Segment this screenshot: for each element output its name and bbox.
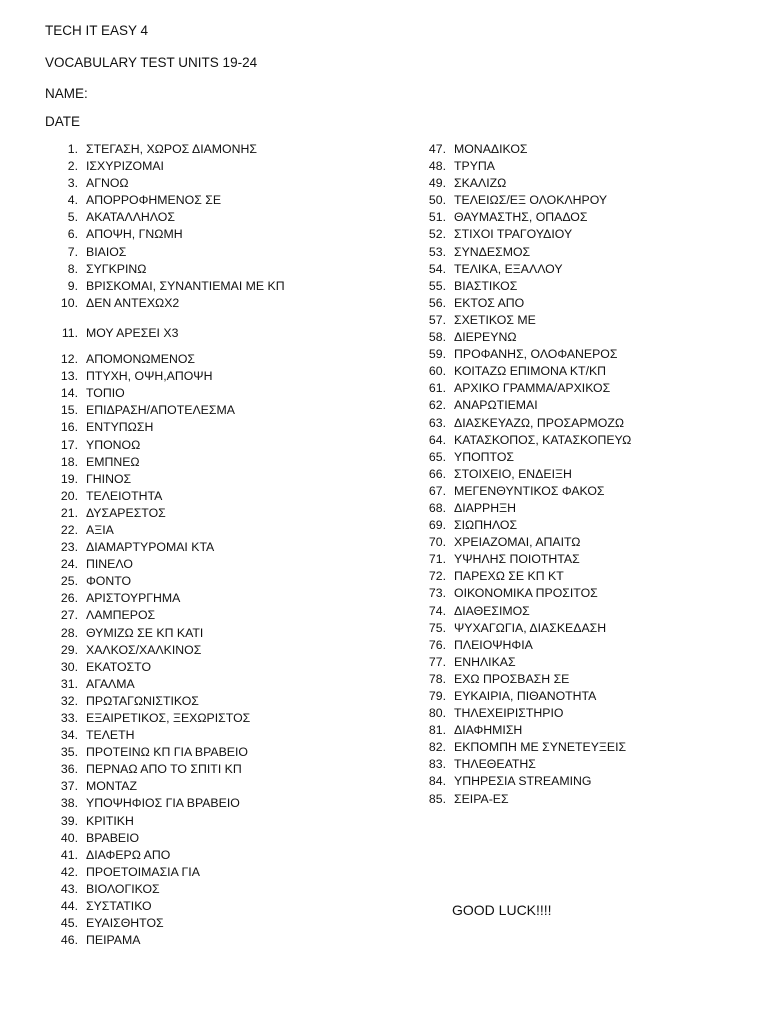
- item-number: 14.: [60, 386, 78, 401]
- item-number: 38.: [60, 796, 78, 811]
- item-number: 18.: [60, 454, 78, 469]
- item-number: 13.: [60, 369, 78, 384]
- item-number: 40.: [60, 830, 78, 845]
- item-text: ΕΜΠΝΕΩ: [86, 454, 140, 469]
- item-text: ΕΚΑΤΟΣΤΟ: [86, 659, 152, 674]
- item-number: 15.: [60, 403, 78, 418]
- item-number: 49.: [428, 176, 446, 191]
- item-number: 56.: [428, 295, 446, 310]
- item-text: ΑΞΙΑ: [86, 522, 114, 537]
- item-text: ΒΙΑΣΤΙΚΟΣ: [454, 278, 518, 293]
- item-text: ΠΛΕΙΟΨΗΦΙΑ: [454, 637, 533, 652]
- item-text: ΣΥΣΤΑΤΙΚΟ: [86, 899, 152, 914]
- item-number: 29.: [60, 642, 78, 657]
- item-text: ΕΚΤΟΣ ΑΠΟ: [454, 295, 525, 310]
- item-number: 20.: [60, 488, 78, 503]
- item-text: ΕΧΩ ΠΡΟΣΒΑΣΗ ΣΕ: [454, 671, 570, 686]
- item-number: 12.: [60, 352, 78, 367]
- item-number: 4.: [67, 193, 78, 208]
- name-label: NAME:: [45, 86, 88, 101]
- item-number: 28.: [60, 625, 78, 640]
- item-number: 44.: [60, 899, 78, 914]
- item-text: ΦΟΝΤΟ: [86, 574, 132, 589]
- item-text: ΕΥΚΑΙΡΙΑ, ΠΙΘΑΝΟΤΗΤΑ: [454, 689, 597, 703]
- item-number: 78.: [428, 671, 446, 686]
- item-number: 63.: [428, 415, 446, 430]
- item-text: ΣΚΑΛΙΖΩ: [454, 176, 507, 191]
- item-text: ΑΠΟΡΡΟΦΗΜΕΝΟΣ ΣΕ: [86, 193, 222, 208]
- item-number: 61.: [428, 381, 446, 396]
- item-text: ΥΠΟΠΤΟΣ: [454, 449, 514, 464]
- item-number: 45.: [60, 916, 78, 931]
- item-text: ΤΕΛΕΤΗ: [86, 728, 135, 743]
- item-text: ΚΟΙΤΑΖΩ ΕΠΙΜΟΝΑ ΚΤ/ΚΠ: [454, 364, 607, 379]
- document-title: TECH IT EASY 4: [45, 23, 149, 38]
- item-number: 83.: [428, 757, 446, 772]
- item-text: ΣΥΝΔΕΣΜΟΣ: [454, 244, 531, 259]
- item-text: ΨΥΧΑΓΩΓΙΑ, ΔΙΑΣΚΕΔΑΣΗ: [454, 620, 607, 635]
- item-number: 82.: [428, 740, 446, 755]
- item-number: 48.: [428, 159, 446, 174]
- item-number: 55.: [428, 278, 446, 293]
- item-number: 62.: [428, 398, 446, 413]
- item-number: 34.: [60, 728, 78, 743]
- item-text: ΑΡΧΙΚΟ ΓΡΑΜΜΑ/ΑΡΧΙΚΟΣ: [454, 381, 611, 396]
- document-subtitle: VOCABULARY TEST UNITS 19-24: [45, 55, 258, 70]
- item-text: ΠΑΡΕΧΩ ΣΕ ΚΠ ΚΤ: [454, 569, 564, 584]
- item-text: ΤΟΠΙΟ: [86, 386, 125, 401]
- item-text: ΤΗΛΕΘΕΑΤΗΣ: [454, 757, 536, 772]
- item-text: ΑΝΑΡΩΤΙΕΜΑΙ: [454, 398, 538, 413]
- item-number: 19.: [60, 471, 78, 486]
- item-text: ΘΥΜΙΖΩ ΣΕ ΚΠ ΚΑΤΙ: [86, 625, 204, 640]
- item-number: 74.: [428, 603, 446, 618]
- item-number: 32.: [60, 693, 78, 708]
- item-text: ΔΙΑΣΚΕΥΑΖΩ, ΠΡΟΣΑΡΜΟΖΩ: [454, 415, 625, 430]
- item-text: ΔΙΕΡΕΥΝΩ: [454, 330, 517, 345]
- item-text: ΑΚΑΤΑΛΛΗΛΟΣ: [86, 210, 175, 225]
- item-number: 9.: [67, 278, 78, 293]
- item-number: 54.: [428, 261, 446, 276]
- item-number: 70.: [428, 535, 446, 550]
- date-label: DATE: [45, 114, 81, 129]
- item-number: 59.: [428, 347, 446, 362]
- item-text: ΒΙΟΛΟΓΙΚΟΣ: [86, 881, 160, 896]
- item-number: 79.: [428, 689, 446, 703]
- item-number: 7.: [67, 244, 78, 259]
- item-number: 43.: [60, 881, 78, 896]
- item-text: ΠΤΥΧΗ, ΟΨΗ,ΑΠΟΨΗ: [86, 369, 213, 384]
- item-number: 42.: [60, 864, 78, 879]
- item-text: ΕΠΙΔΡΑΣΗ/ΑΠΟΤΕΛΕΣΜΑ: [86, 403, 235, 418]
- item-text: ΤΕΛΕΙΟΤΗΤΑ: [86, 488, 163, 503]
- item-number: 1.: [67, 142, 78, 156]
- item-number: 68.: [428, 500, 446, 515]
- item-text: ΣΧΕΤΙΚΟΣ ΜΕ: [454, 312, 536, 327]
- item-number: 80.: [428, 706, 446, 721]
- item-text: ΤΕΛΕΙΩΣ/ΕΞ ΟΛΟΚΛΗΡΟΥ: [454, 193, 608, 208]
- item-text: ΧΑΛΚΟΣ/ΧΑΛΚΙΝΟΣ: [86, 642, 202, 657]
- item-text: ΘΑΥΜΑΣΤΗΣ, ΟΠΑΔΟΣ: [454, 210, 588, 225]
- item-text: ΔΕΝ ΑΝΤΕΧΩX2: [86, 295, 180, 310]
- item-number: 22.: [60, 522, 78, 537]
- item-number: 37.: [60, 779, 78, 794]
- item-text: ΥΨΗΛΗΣ ΠΟΙΟΤΗΤΑΣ: [454, 552, 580, 567]
- item-text: ΧΡΕΙΑΖΟΜΑΙ, ΑΠΑΙΤΩ: [454, 535, 581, 550]
- item-text: ΣΕΙΡΑ-ΕΣ: [454, 791, 509, 806]
- item-number: 75.: [428, 620, 446, 635]
- item-number: 6.: [67, 227, 78, 242]
- item-number: 39.: [60, 813, 78, 828]
- item-number: 24.: [60, 557, 78, 572]
- item-text: ΑΠΟΜΟΝΩΜΕΝΟΣ: [86, 352, 196, 367]
- item-text: ΥΠΟΝΟΩ: [86, 437, 141, 452]
- item-number: 64.: [428, 432, 446, 447]
- item-text: ΑΓΑΛΜΑ: [86, 676, 135, 691]
- item-number: 41.: [60, 847, 78, 862]
- item-text: ΠΡΟΕΤΟΙΜΑΣΙΑ ΓΙΑ: [86, 864, 200, 879]
- item-text: ΜΟΥ ΑΡΕΣΕΙ X3: [86, 325, 179, 340]
- item-text: ΓΗΙΝΟΣ: [86, 471, 132, 486]
- item-number: 30.: [60, 659, 78, 674]
- item-text: ΥΠΟΨΗΦΙΟΣ ΓΙΑ ΒΡΑΒΕΙΟ: [86, 796, 240, 811]
- item-number: 60.: [428, 364, 446, 379]
- item-number: 17.: [60, 437, 78, 452]
- item-text: ΚΑΤΑΣΚΟΠΟΣ, ΚΑΤΑΣΚΟΠΕΥΩ: [454, 432, 632, 447]
- item-text: ΟΙΚΟΝΟΜΙΚΑ ΠΡΟΣΙΤΟΣ: [454, 586, 598, 601]
- item-number: 35.: [60, 745, 78, 760]
- item-text: ΥΠΗΡΕΣΙΑ STREAMING: [454, 774, 592, 789]
- item-number: 3.: [67, 176, 78, 191]
- item-number: 46.: [60, 933, 78, 948]
- item-text: ΒΡΙΣΚΟΜΑΙ, ΣΥΝΑΝΤΙΕΜΑΙ ΜΕ ΚΠ: [86, 278, 285, 293]
- item-text: ΕΥΑΙΣΘΗΤΟΣ: [86, 916, 164, 931]
- item-text: ΑΠΟΨΗ, ΓΝΩΜΗ: [86, 227, 183, 242]
- item-number: 27.: [60, 608, 78, 623]
- item-number: 47.: [428, 142, 446, 156]
- item-number: 66.: [428, 466, 446, 481]
- item-text: ΠΕΡΝΑΩ ΑΠΟ ΤΟ ΣΠΙΤΙ ΚΠ: [86, 762, 242, 777]
- item-number: 77.: [428, 654, 446, 669]
- item-number: 65.: [428, 449, 446, 464]
- item-text: ΤΕΛΙΚΑ, ΕΞΑΛΛΟΥ: [454, 261, 563, 276]
- item-number: 21.: [60, 505, 78, 520]
- item-text: ΣΙΩΠΗΛΟΣ: [454, 518, 518, 533]
- item-text: ΑΓΝΟΩ: [86, 176, 129, 191]
- item-text: ΣΤΕΓΑΣΗ, ΧΩΡΟΣ ΔΙΑΜΟΝΗΣ: [86, 142, 257, 156]
- item-text: ΜΟΝΤΑΖ: [86, 779, 138, 794]
- item-text: ΒΡΑΒΕΙΟ: [86, 830, 140, 845]
- item-text: ΔΙΑΦΕΡΩ ΑΠΟ: [86, 847, 171, 862]
- item-text: ΚΡΙΤΙΚΗ: [86, 813, 134, 828]
- item-text: ΕΞΑΙΡΕΤΙΚΟΣ, ΞΕΧΩΡΙΣΤΟΣ: [86, 711, 251, 725]
- item-text: ΕΝΤΥΠΩΣΗ: [86, 420, 154, 435]
- item-text: ΣΤΟΙΧΕΙΟ, ΕΝΔΕΙΞΗ: [454, 466, 572, 481]
- good-luck-message: GOOD LUCK!!!!: [452, 902, 552, 918]
- item-number: 5.: [67, 210, 78, 225]
- item-text: ΤΗΛΕΧΕΙΡΙΣΤΗΡΙΟ: [454, 706, 564, 721]
- item-number: 2.: [67, 159, 78, 174]
- item-number: 84.: [428, 774, 446, 789]
- item-number: 26.: [60, 591, 78, 606]
- item-text: ΣΥΓΚΡΙΝΩ: [86, 261, 147, 276]
- item-text: ΑΡΙΣΤΟΥΡΓΗΜΑ: [86, 591, 181, 606]
- item-text: ΤΡΥΠΑ: [454, 159, 495, 174]
- item-number: 11.: [61, 325, 78, 340]
- item-number: 53.: [428, 244, 446, 259]
- item-text: ΔΙΑΦΗΜΙΣΗ: [454, 723, 523, 738]
- item-number: 73.: [428, 586, 446, 601]
- item-text: ΕΝΗΛΙΚΑΣ: [454, 654, 516, 669]
- item-number: 10.: [60, 295, 78, 310]
- item-text: ΔΙΑΘΕΣΙΜΟΣ: [454, 603, 530, 618]
- item-number: 58.: [428, 330, 446, 345]
- item-number: 81.: [428, 723, 446, 738]
- item-text: ΜΟΝΑΔΙΚΟΣ: [454, 142, 528, 156]
- item-text: ΕΚΠΟΜΠΗ ΜΕ ΣΥΝΕΤΕΥΞΕΙΣ: [454, 740, 627, 755]
- item-text: ΒΙΑΙΟΣ: [86, 244, 127, 259]
- item-number: 31.: [60, 676, 78, 691]
- item-text: ΣΤΙΧΟΙ ΤΡΑΓΟΥΔΙΟΥ: [454, 227, 573, 242]
- item-number: 76.: [428, 637, 446, 652]
- item-number: 25.: [60, 574, 78, 589]
- item-number: 85.: [428, 791, 446, 806]
- item-text: ΜΕΓΕΝΘΥΝΤΙΚΟΣ ΦΑΚΟΣ: [454, 483, 605, 498]
- item-number: 23.: [60, 540, 78, 555]
- item-text: ΠΙΝΕΛΟ: [86, 557, 133, 572]
- item-number: 67.: [428, 483, 446, 498]
- item-text: ΙΣΧΥΡΙΖΟΜΑΙ: [86, 159, 164, 174]
- item-text: ΠΕΙΡΑΜΑ: [86, 933, 141, 948]
- item-number: 16.: [60, 420, 78, 435]
- item-text: ΠΡΩΤΑΓΩΝΙΣΤΙΚΟΣ: [86, 693, 199, 708]
- item-text: ΠΡΟΦΑΝΗΣ, ΟΛΟΦΑΝΕΡΟΣ: [454, 347, 618, 362]
- item-number: 72.: [428, 569, 446, 584]
- item-number: 52.: [428, 227, 446, 242]
- item-number: 51.: [428, 210, 446, 225]
- item-text: ΛΑΜΠΕΡΟΣ: [86, 608, 156, 623]
- item-number: 33.: [60, 711, 78, 725]
- item-number: 69.: [428, 518, 446, 533]
- item-text: ΔΙΑΡΡΗΞΗ: [454, 500, 516, 515]
- item-number: 57.: [428, 312, 446, 327]
- item-text: ΔΙΑΜΑΡΤΥΡΟΜΑΙ ΚΤΑ: [86, 540, 215, 555]
- item-number: 8.: [67, 261, 78, 276]
- item-number: 36.: [60, 762, 78, 777]
- item-number: 50.: [428, 193, 446, 208]
- item-text: ΔΥΣΑΡΕΣΤΟΣ: [86, 505, 166, 520]
- item-text: ΠΡΟΤΕΙΝΩ ΚΠ ΓΙΑ ΒΡΑΒΕΙΟ: [86, 745, 248, 760]
- item-number: 71.: [428, 552, 446, 567]
